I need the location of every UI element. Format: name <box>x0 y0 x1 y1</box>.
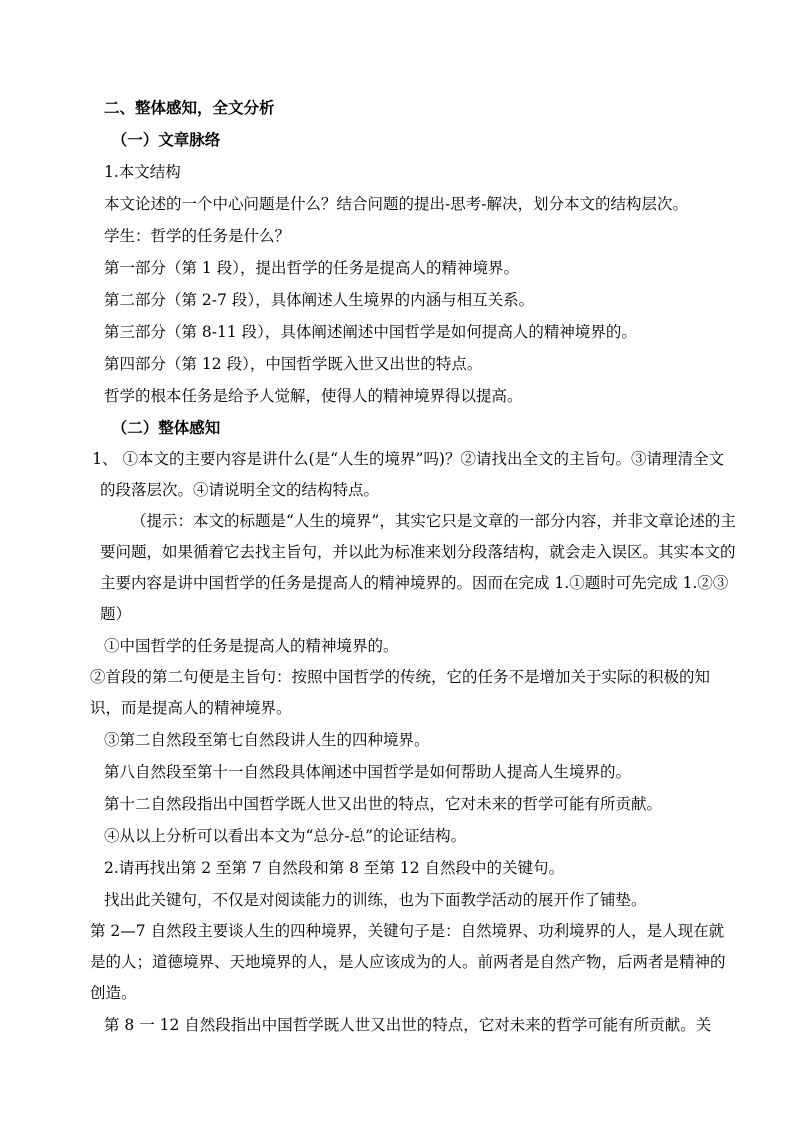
question-1: 1、 ①本文的主要内容是讲什么(是“人生的境界”吗)？②请找出全文的主旨句。③请理清全文的段落层次。④请说明全文的结构特点。 <box>92 450 724 499</box>
answer-3c: 第十二自然段指出中国哲学既人世又出世的特点，它对未来的哲学可能有所贡献。 <box>104 795 663 813</box>
part-3: 第三部分（第 8-11 段），具体阐述阐述中国哲学是如何提高人的精神境界的。 <box>104 323 637 341</box>
summary-line: 哲学的根本任务是给予人觉解，使得人的精神境界得以提高。 <box>104 387 523 405</box>
question-center: 本文论述的一个中心问题是什么？结合问题的提出-思考-解决，划分本文的结构层次。 <box>104 195 688 213</box>
part-1: 第一部分（第 1 段），提出哲学的任务是提高人的精神境界。 <box>104 259 519 277</box>
subsection-heading-1: （一）文章脉络 <box>111 130 221 149</box>
section-title: 二、整体感知，全文分析 <box>104 98 275 117</box>
answer-3b: 第八自然段至第十一自然段具体阐述中国哲学是如何帮助人提高人生境界的。 <box>104 763 632 781</box>
item-heading-structure: 1.本文结构 <box>104 163 181 181</box>
part-2: 第二部分（第 2-7 段），具体阐述人生境界的内涵与相互关系。 <box>104 291 535 309</box>
question-2: 2.请再找出第 2 至第 7 自然段和第 8 至第 12 自然段中的关键句。 <box>104 859 565 877</box>
student-answer: 学生：哲学的任务是什么？ <box>104 227 291 245</box>
paragraph-2-7: 第 2—7 自然段主要谈人生的四种境界，关键句子是：自然境界、功利境界的人，是人现在就是的人；道德境界、天地境界的人，是人应该成为的人。前两者是自然产物，后两者是精神的创造。 <box>90 922 726 1002</box>
answer-1: ①中国哲学的任务是提高人的精神境界的。 <box>104 637 399 655</box>
hint-paragraph: （提示：本文的标题是“人生的境界”，其实它只是文章的一部分内容，并非文章论述的主要问题，如果循着它去找主旨句，并以此为标准来划分段落结构，就会走入误区。其实本文的主要内容是讲中国哲学的任务是提高人的精神境界的。因而在完成 1.①题时可先完成 1.②③题） <box>100 512 736 623</box>
part-4: 第四部分（第 12 段），中国哲学既入世又出世的特点。 <box>104 355 483 373</box>
answer-3: ③第二自然段至第七自然段讲人生的四种境界。 <box>104 731 430 749</box>
subsection-heading-2: （二）整体感知 <box>111 418 221 437</box>
answer-2: ②首段的第二句便是主旨句：按照中国哲学的传统，它的任务不是增加关于实际的积极的知识，而是提高人的精神境界。 <box>90 668 711 717</box>
question-2-note: 找出此关键句，不仅是对阅读能力的训练，也为下面教学活动的展开作了铺垫。 <box>104 891 647 909</box>
answer-4: ④从以上分析可以看出本文为“总分-总”的论证结构。 <box>104 827 467 845</box>
paragraph-8-12: 第 8 一 12 自然段指出中国哲学既人世又出世的特点，它对未来的哲学可能有所贡献。关 <box>104 1016 712 1034</box>
document-page <box>90 92 736 1041</box>
